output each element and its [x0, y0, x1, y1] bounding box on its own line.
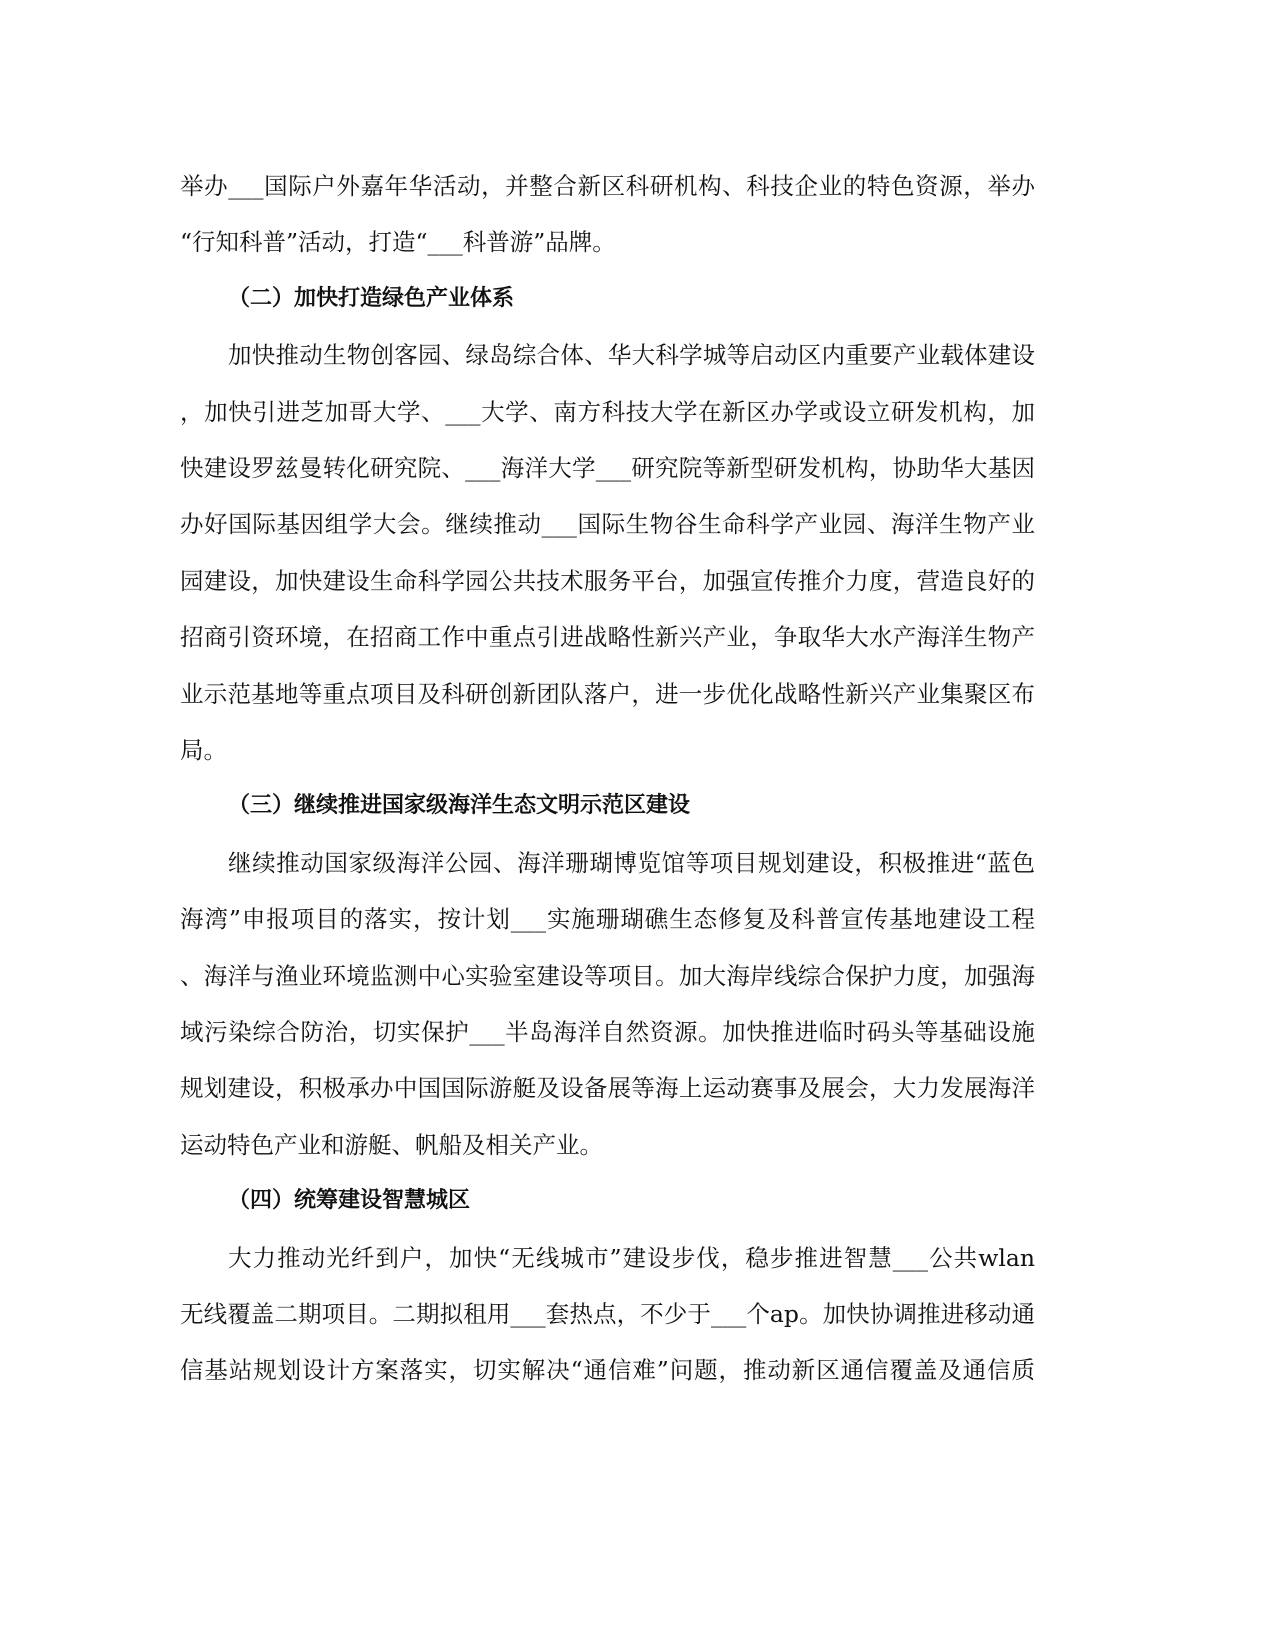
paragraph-line: 业示范基地等重点项目及科研创新团队落户，进一步优化战略性新兴产业集聚区布	[180, 679, 1035, 708]
paragraph-line: 局。	[180, 736, 227, 764]
paragraph-line: 加快推动生物创客园、绿岛综合体、华大科学城等启动区内重要产业载体建设	[228, 341, 1035, 370]
paragraph-line: 快建设罗兹曼转化研究院、___海洋大学___研究院等新型研发机构，协助华大基因	[180, 454, 1035, 482]
section-heading: （三）继续推进国家级海洋生态文明示范区建设	[228, 793, 691, 819]
paragraph-line: 办好国际基因组学大会。继续推动___国际生物谷生命科学产业园、海洋生物产业	[180, 510, 1035, 539]
paragraph-line: ，加快引进芝加哥大学、___大学、南方科技大学在新区办学或设立研发机构，加	[180, 397, 1035, 426]
paragraph-line: 招商引资环境，在招商工作中重点引进战略性新兴产业，争取华大水产海洋生物产	[180, 623, 1035, 652]
paragraph-line: 无线覆盖二期项目。二期拟租用___套热点，不少于___个ap。加快协调推进移动通	[180, 1300, 1035, 1328]
paragraph-line: 规划建设，积极承办中国国际游艇及设备展等海上运动赛事及展会，大力发展海洋	[180, 1074, 1035, 1103]
section-heading: （二）加快打造绿色产业体系	[228, 285, 515, 311]
paragraph-line: 运动特色产业和游艇、帆船及相关产业。	[180, 1130, 603, 1159]
paragraph-line: 继续推动国家级海洋公园、海洋珊瑚博览馆等项目规划建设，积极推进“蓝色	[228, 848, 1035, 877]
paragraph-line: 信基站规划设计方案落实，切实解决“通信难”问题，推动新区通信覆盖及通信质	[180, 1356, 1035, 1385]
paragraph-line: 举办___国际户外嘉年华活动，并整合新区科研机构、科技企业的特色资源，举办	[180, 172, 1035, 200]
paragraph-line: “行知科普”活动，打造“___科普游”品牌。	[180, 228, 616, 257]
paragraph-line: 、海洋与渔业环境监测中心实验室建设等项目。加大海岸线综合保护力度，加强海	[180, 961, 1035, 990]
paragraph-line: 海湾”申报项目的落实，按计划___实施珊瑚礁生态修复及科普宣传基地建设工程	[180, 905, 1035, 934]
paragraph-line: 园建设，加快建设生命科学园公共技术服务平台，加强宣传推介力度，营造良好的	[180, 566, 1035, 595]
section-heading: （四）统筹建设智慧城区	[228, 1188, 471, 1214]
paragraph-line: 大力推动光纤到户，加快“无线城市”建设步伐，稳步推进智慧___公共wlan	[228, 1243, 1035, 1272]
paragraph-line: 域污染综合防治，切实保护___半岛海洋自然资源。加快推进临时码头等基础设施	[180, 1018, 1035, 1046]
